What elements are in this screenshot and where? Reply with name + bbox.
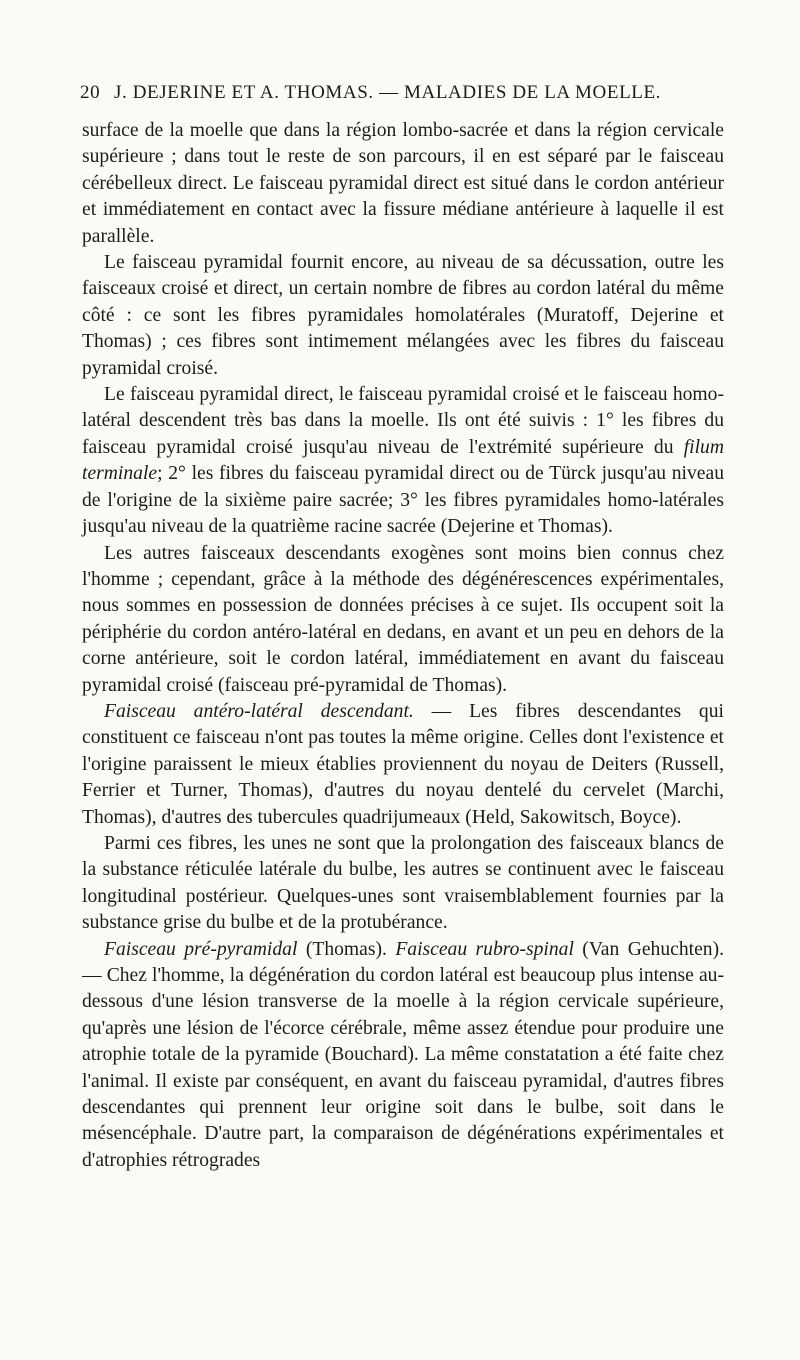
paragraph: Parmi ces fibres, les unes ne sont que la prolongation des faisceaux blancs de la substance réticulée latérale du bulbe, les autres se continuent avec le faisceau longitudinal postérieur. Quelques-unes sont vraisemblablement fournies par la substance grise du bulbe et de la protubérance. (82, 832, 724, 934)
body-text (82, 118, 724, 1174)
paragraph-text: Le faisceau pyramidal direct, le faisceau pyramidal croisé et le faisceau homo-latéral descendent très bas dans la moelle. Ils ont été suivis : 1° les fibres du faisceau pyramidal croisé jusqu'au niveau de l'extrémité supérieure du (82, 384, 724, 458)
section-heading-italic: Faisceau pré-pyramidal (104, 938, 298, 960)
paragraph: surface de la moelle que dans la région lombo-sacrée et dans la région cervicale supérieure ; dans tout le reste de son parcours, il en est séparé par le faisceau cérébelleux direct. Le faisceau pyramidal direct est situé dans le cordon antérieur et immédiatement en contact avec la fissure médiane antérieure à laquelle il est parallèle. (82, 120, 724, 247)
section-heading-italic: Faisceau rubro-spinal (395, 938, 574, 960)
running-header (80, 82, 720, 104)
paragraph-text: (Thomas). (297, 938, 396, 960)
paragraph (82, 382, 724, 540)
section-heading-italic: Faisceau antéro-latéral descendant. (104, 700, 414, 722)
running-title: J. DEJERINE ET A. THOMAS. — MALADIES DE LA MOELLE. (114, 82, 662, 103)
paragraph-text: (Van Gehuchten). — Chez l'homme, la dégénération du cordon latéral est beaucoup plus intense au-dessous d'une lésion transverse de la moelle à la région cervicale supérieure, qu'après une lésion de l'écorce cérébrale, même assez étendue pour produire une atrophie totale de la pyramide (Bouchard). La même constatation a été faite chez l'animal. Il existe par conséquent, en avant du faisceau pyramidal, d'autres fibres descendantes qui prennent leur origine soit dans le bulbe, soit dans le mésencéphale. D'autre part, la comparaison de dégénérations expérimentales et d'atrophies rétrogrades (82, 938, 724, 1171)
paragraph (82, 937, 724, 1175)
page-number: 20 (80, 82, 101, 103)
paragraph: Les autres faisceaux descendants exogènes sont moins bien connus chez l'homme ; cependant, grâce à la méthode des dégénérescences expérimentales, nous sommes en possession de données précises à ce sujet. Ils occupent soit la périphérie du cordon antéro-latéral en dedans, en avant et un peu en dehors de la corne antérieure, soit le cordon latéral, immédiatement en avant du faisceau pyramidal croisé (faisceau pré-pyramidal de Thomas). (82, 542, 724, 696)
italic-term: filum terminale (82, 436, 724, 485)
paragraph-text: ; 2° les fibres du faisceau pyramidal direct ou de Türck jusqu'au niveau de l'origine de la sixième paire sacrée; 3° les fibres pyramidales homo-latérales jusqu'au niveau de la quatrième racine sacrée (Dejerine et Thomas). (82, 463, 724, 538)
paragraph-text: — Les fibres descendantes qui constituent ce faisceau n'ont pas toutes la même origine. Celles dont l'existence et l'origine paraissent le mieux établies proviennent du noyau de Deiters (Russell, Ferrier et Turner, Thomas), d'autres du noyau dentelé du cervelet (Marchi, Thomas), d'autres des tubercules quadrijumeaux (Held, Sakowitsch, Boyce). (82, 700, 724, 828)
paragraph (82, 699, 724, 831)
paragraph: Le faisceau pyramidal fournit encore, au niveau de sa décussation, outre les faisceaux croisé et direct, un certain nombre de fibres au cordon latéral du même côté : ce sont les fibres pyramidales homolatérales (Muratoff, Dejerine et Thomas) ; ces fibres sont intimement mélangées avec les fibres du faisceau pyramidal croisé. (82, 252, 724, 379)
